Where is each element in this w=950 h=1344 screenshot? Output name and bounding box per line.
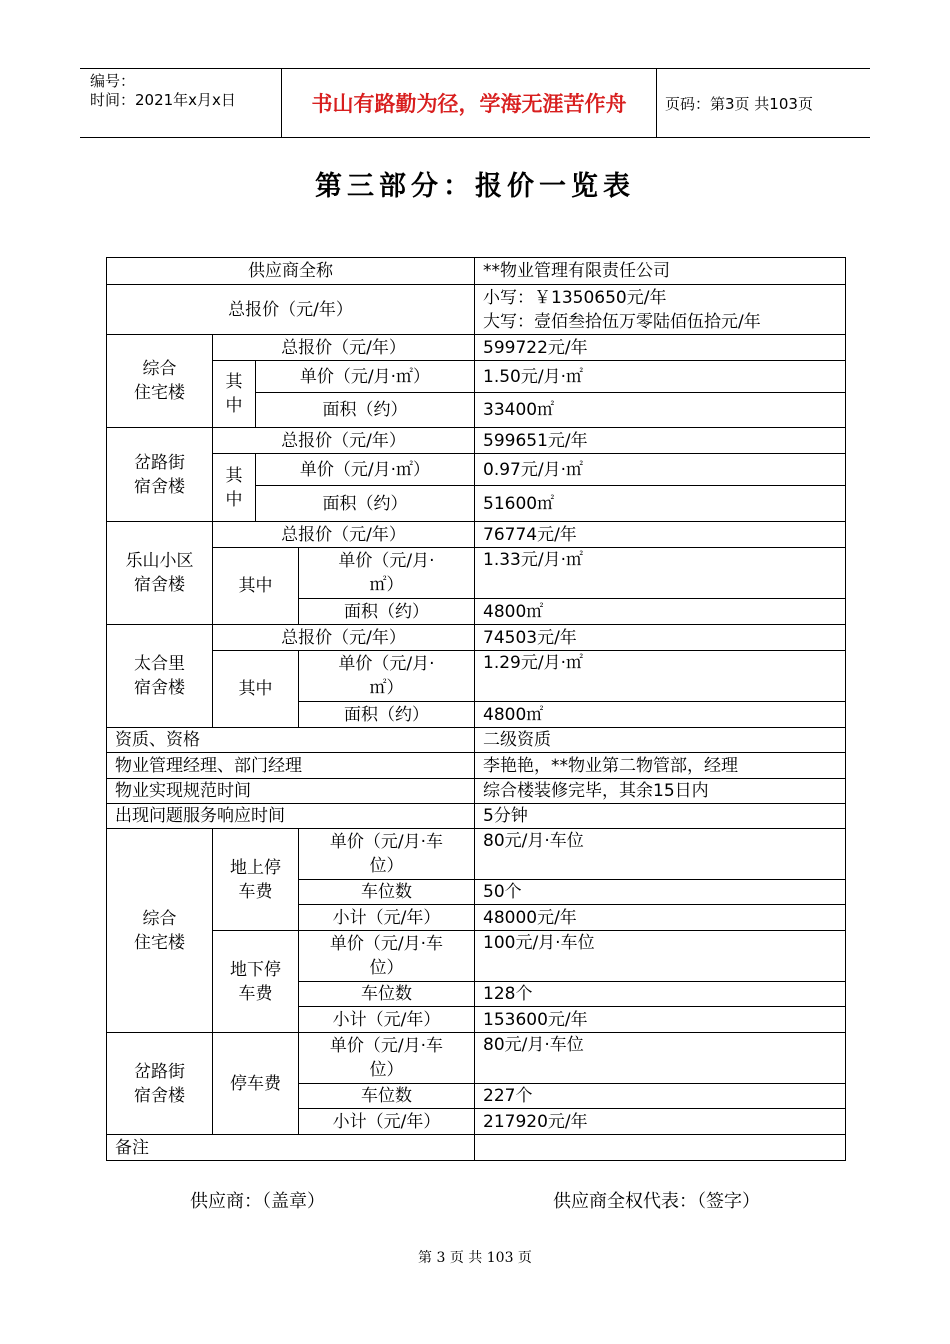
parking-count-value: 128个 bbox=[475, 982, 846, 1007]
building-sub-label: 其中 bbox=[213, 651, 299, 728]
parking-building-name: 综合 住宅楼 bbox=[107, 829, 213, 1033]
parking-unit-value: 100元/月·车位 bbox=[475, 931, 846, 982]
parking-unit-label: 单价（元/月·车 位） bbox=[299, 1033, 475, 1084]
parking-unit-value: 80元/月·车位 bbox=[475, 829, 846, 880]
building-unit-label: 单价（元/月·㎡） bbox=[256, 454, 475, 486]
header-meta bbox=[90, 72, 236, 110]
header-page: 页码：第3页 共103页 bbox=[665, 94, 813, 113]
parking-subtotal-value: 217920元/年 bbox=[475, 1109, 846, 1135]
total-price-value bbox=[475, 285, 846, 335]
table-row bbox=[107, 779, 846, 804]
building-name: 太合里 宿舍楼 bbox=[107, 625, 213, 728]
header-motto: 书山有路勤为径，学海无涯苦作舟 bbox=[281, 69, 657, 137]
info-value: 二级资质 bbox=[475, 728, 846, 753]
representative-signature: 供应商全权代表：（签字） bbox=[553, 1191, 760, 1212]
table-row bbox=[107, 651, 846, 702]
table-row bbox=[107, 728, 846, 753]
building-unit-value: 1.29元/月·㎡ bbox=[475, 651, 846, 702]
parking-subtotal-value: 48000元/年 bbox=[475, 905, 846, 931]
info-value: 5分钟 bbox=[475, 804, 846, 829]
building-name: 乐山小区 宿舍楼 bbox=[107, 522, 213, 625]
remarks-value bbox=[475, 1135, 846, 1161]
building-area-label: 面积（约） bbox=[256, 486, 475, 522]
building-unit-value: 0.97元/月·㎡ bbox=[475, 454, 846, 486]
table-row bbox=[107, 931, 846, 982]
parking-type-label: 停车费 bbox=[213, 1033, 299, 1135]
table-row bbox=[107, 829, 846, 880]
table-row bbox=[107, 285, 846, 335]
building-total-label: 总报价（元/年） bbox=[213, 335, 475, 361]
page-footer: 第 3 页 共 103 页 bbox=[418, 1250, 532, 1266]
info-value: 综合楼装修完毕，其余15日内 bbox=[475, 779, 846, 804]
supplier-label: 供应商全称 bbox=[107, 258, 475, 285]
building-unit-label: 单价（元/月· ㎡） bbox=[299, 651, 475, 702]
total-price-small: 小写：￥1350650元/年 bbox=[483, 287, 667, 308]
parking-unit-label: 单价（元/月·车 位） bbox=[299, 829, 475, 880]
table-row bbox=[107, 753, 846, 779]
parking-unit-value: 80元/月·车位 bbox=[475, 1033, 846, 1084]
building-sub-label: 其 中 bbox=[213, 454, 256, 522]
info-label: 出现问题服务响应时间 bbox=[107, 804, 475, 829]
supplier-signature: 供应商：（盖章） bbox=[190, 1191, 325, 1212]
building-total-value: 76774元/年 bbox=[475, 522, 846, 548]
parking-count-label: 车位数 bbox=[299, 982, 475, 1007]
building-total-label: 总报价（元/年） bbox=[213, 428, 475, 454]
parking-subtotal-label: 小计（元/年） bbox=[299, 905, 475, 931]
building-sub-label: 其中 bbox=[213, 548, 299, 625]
parking-subtotal-label: 小计（元/年） bbox=[299, 1007, 475, 1033]
building-sub-label: 其 中 bbox=[213, 361, 256, 428]
building-unit-label: 单价（元/月·㎡） bbox=[256, 361, 475, 393]
building-area-value: 4800㎡ bbox=[475, 702, 846, 728]
parking-unit-label: 单价（元/月·车 位） bbox=[299, 931, 475, 982]
building-total-value: 74503元/年 bbox=[475, 625, 846, 651]
table-row bbox=[107, 428, 846, 454]
building-total-value: 599651元/年 bbox=[475, 428, 846, 454]
header-number: 编号： bbox=[90, 72, 136, 90]
info-label: 资质、资格 bbox=[107, 728, 475, 753]
building-unit-label: 单价（元/月· ㎡） bbox=[299, 548, 475, 599]
table-row bbox=[107, 548, 846, 599]
building-name: 岔路街 宿舍楼 bbox=[107, 428, 213, 522]
building-area-label: 面积（约） bbox=[299, 702, 475, 728]
remarks-label: 备注 bbox=[107, 1135, 475, 1161]
table-row bbox=[107, 361, 846, 393]
info-label: 物业实现规范时间 bbox=[107, 779, 475, 804]
building-area-label: 面积（约） bbox=[299, 599, 475, 625]
building-area-label: 面积（约） bbox=[256, 393, 475, 428]
parking-count-label: 车位数 bbox=[299, 1084, 475, 1109]
table-row bbox=[107, 625, 846, 651]
info-label: 物业管理经理、部门经理 bbox=[107, 753, 475, 779]
info-value: 李艳艳，**物业第二物管部，经理 bbox=[475, 753, 846, 779]
building-area-value: 33400㎡ bbox=[475, 393, 846, 428]
building-total-value: 599722元/年 bbox=[475, 335, 846, 361]
table-row bbox=[107, 258, 846, 285]
building-total-label: 总报价（元/年） bbox=[213, 522, 475, 548]
table-row bbox=[107, 522, 846, 548]
table-row bbox=[107, 1033, 846, 1084]
parking-count-value: 50个 bbox=[475, 880, 846, 905]
quote-table bbox=[106, 257, 846, 1161]
total-price-big: 大写：壹佰叁拾伍万零陆佰伍拾元/年 bbox=[483, 311, 761, 332]
header-time: 时间：2021年x月x日 bbox=[90, 91, 236, 109]
building-unit-value: 1.33元/月·㎡ bbox=[475, 548, 846, 599]
building-area-value: 4800㎡ bbox=[475, 599, 846, 625]
parking-type-label: 地上停 车费 bbox=[213, 829, 299, 931]
parking-building-name: 岔路街 宿舍楼 bbox=[107, 1033, 213, 1135]
page-header bbox=[80, 68, 870, 138]
parking-subtotal-label: 小计（元/年） bbox=[299, 1109, 475, 1135]
table-row bbox=[107, 454, 846, 486]
supplier-value: **物业管理有限责任公司 bbox=[475, 258, 846, 285]
table-row bbox=[107, 804, 846, 829]
table-row bbox=[107, 1135, 846, 1161]
parking-type-label: 地下停 车费 bbox=[213, 931, 299, 1033]
building-unit-value: 1.50元/月·㎡ bbox=[475, 361, 846, 393]
building-area-value: 51600㎡ bbox=[475, 486, 846, 522]
parking-subtotal-value: 153600元/年 bbox=[475, 1007, 846, 1033]
page-title: 第三部分：报价一览表 bbox=[315, 171, 635, 202]
building-name: 综合 住宅楼 bbox=[107, 335, 213, 428]
building-total-label: 总报价（元/年） bbox=[213, 625, 475, 651]
table-row bbox=[107, 335, 846, 361]
parking-count-value: 227个 bbox=[475, 1084, 846, 1109]
total-price-label: 总报价（元/年） bbox=[107, 285, 475, 335]
parking-count-label: 车位数 bbox=[299, 880, 475, 905]
